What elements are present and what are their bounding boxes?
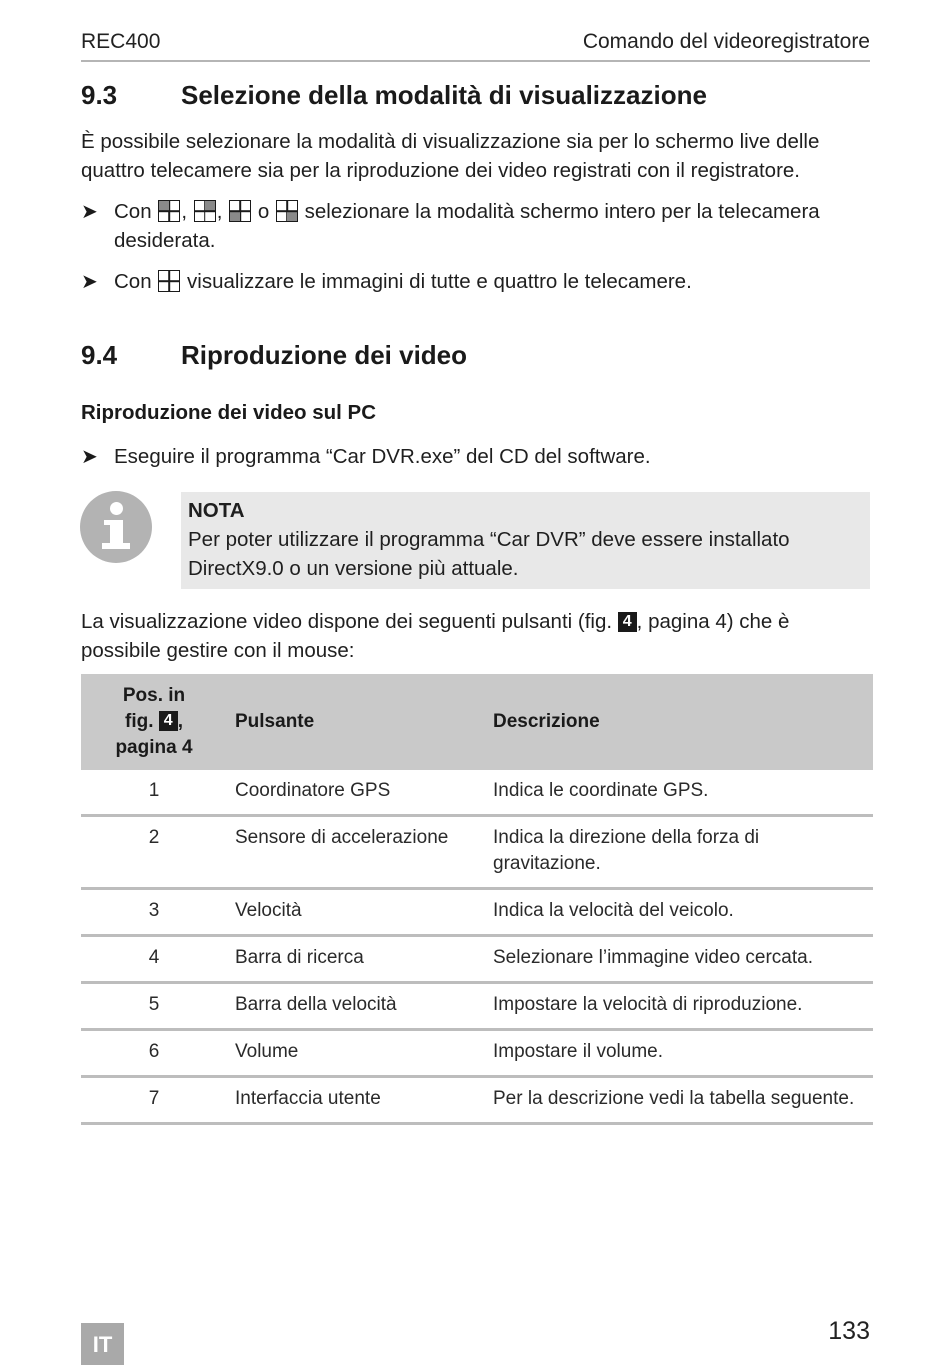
quad-bottom-left-icon — [229, 200, 251, 222]
note-line-2: DirectX9.0 o un versione più attuale. — [188, 557, 519, 580]
bullet-arrow-icon: ➤ — [81, 446, 98, 468]
table-row: 5 Barra della velocità Impostare la velocità di riproduzione. — [81, 983, 873, 1030]
header-product: REC400 — [81, 30, 161, 53]
header-description: Descrizione — [485, 674, 873, 770]
table-row: 7 Interfaccia utente Per la descrizione vedi la tabella seguente. — [81, 1077, 873, 1124]
header-chapter: Comando del videoregistratore — [582, 30, 870, 53]
bullet-fullscreen-modes: Con , , o selezionare la modalità schermo intero per la telecamera desiderata. — [114, 200, 820, 252]
figure-reference-badge: 4 — [618, 612, 637, 632]
note-line-1: Per poter utilizzare il programma “Car DVR” deve essere installato — [188, 528, 790, 551]
page-number: 133 — [828, 1317, 870, 1345]
figure-reference-badge: 4 — [159, 711, 178, 731]
section-9-3-number: 9.3 — [81, 80, 118, 110]
header-position: Pos. in fig. 4 , pagina 4 — [81, 674, 227, 770]
intro-line-1: È possibile selezionare la modalità di visualizzazione sia per lo schermo live delle — [81, 130, 820, 153]
table-row: 4 Barra di ricerca Selezionare l’immagine video cercata. — [81, 936, 873, 983]
header-button: Pulsante — [227, 674, 485, 770]
language-badge: IT — [81, 1323, 124, 1365]
table-row: 1 Coordinatore GPS Indica le coordinate GPS. — [81, 770, 873, 816]
table-row: 6 Volume Impostare il volume. — [81, 1030, 873, 1077]
quad-bottom-right-icon — [276, 200, 298, 222]
bullet-arrow-icon: ➤ — [81, 201, 98, 223]
section-9-3-intro — [81, 127, 881, 185]
quad-top-right-icon — [194, 200, 216, 222]
bullet-quad-mode: Con visualizzare le immagini di tutte e quattro le telecamere. — [114, 270, 692, 293]
subheading-pc-playback: Riproduzione dei video sul PC — [81, 401, 376, 424]
section-9-4-number: 9.4 — [81, 340, 118, 370]
header-divider — [81, 60, 870, 62]
section-9-3-title: Selezione della modalità di visualizzazione — [181, 80, 707, 110]
table-header-row — [81, 674, 873, 770]
table-row: 3 Velocità Indica la velocità del veicolo. — [81, 889, 873, 936]
quad-view-icon — [158, 270, 180, 292]
intro-line-2: quattro telecamere sia per la riproduzione dei video registrati con il registratore. — [81, 159, 801, 182]
buttons-intro-paragraph: La visualizzazione video dispone dei seguenti pulsanti (fig. 4 , pagina 4) che è possibile gestire con il mouse: — [81, 610, 790, 662]
buttons-table — [81, 674, 873, 1125]
note-content — [188, 496, 863, 583]
quad-top-left-icon — [158, 200, 180, 222]
bullet-run-program: Eseguire il programma “Car DVR.exe” del CD del software. — [114, 445, 651, 468]
section-9-4-title: Riproduzione dei video — [181, 340, 468, 370]
note-title: NOTA — [188, 499, 245, 522]
table-row: 2 Sensore di accelerazione Indica la direzione della forza di gravitazione. — [81, 816, 873, 889]
info-icon — [80, 491, 152, 563]
bullet-arrow-icon: ➤ — [81, 271, 98, 293]
